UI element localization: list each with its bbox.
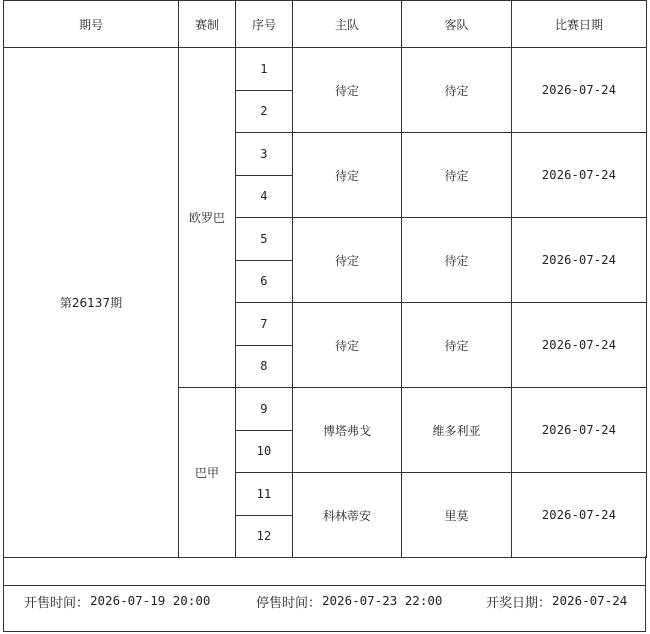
seq-cell: 5: [236, 218, 293, 261]
blank-spacer-row: [3, 556, 646, 586]
match-date-cell: 2026-07-24: [512, 473, 647, 558]
seq-cell: 7: [236, 303, 293, 346]
match-date-cell: 2026-07-24: [512, 388, 647, 473]
away-team-cell: 待定: [402, 133, 512, 218]
issue-cell: 第26137期: [4, 48, 179, 558]
sale-end-label: 停售时间：: [256, 596, 322, 611]
draw-date-value: 2026-07-24: [552, 593, 628, 608]
draw-date-label: 开奖日期：: [486, 596, 552, 611]
away-team-cell: 维多利亚: [402, 388, 512, 473]
seq-cell: 12: [236, 515, 293, 558]
sale-start-value: 2026-07-19 20:00: [90, 593, 211, 608]
match-date-cell: 2026-07-24: [512, 48, 647, 133]
home-team-cell: 待定: [293, 303, 402, 388]
seq-cell: 3: [236, 133, 293, 176]
match-date-cell: 2026-07-24: [512, 133, 647, 218]
match-date-cell: 2026-07-24: [512, 303, 647, 388]
home-team-cell: 博塔弗戈: [293, 388, 402, 473]
league-cell-brazil: 巴甲: [179, 388, 236, 558]
seq-cell: 4: [236, 175, 293, 218]
sale-end-value: 2026-07-23 22:00: [322, 593, 443, 608]
seq-cell: 10: [236, 430, 293, 473]
home-team-cell: 待定: [293, 218, 402, 303]
header-date: 比赛日期: [512, 1, 647, 48]
seq-cell: 2: [236, 90, 293, 133]
header-home: 主队: [293, 1, 402, 48]
home-team-cell: 科林蒂安: [293, 473, 402, 558]
sale-start-label: 开售时间：: [24, 596, 90, 611]
header-league: 赛制: [179, 1, 236, 48]
match-table: [3, 0, 647, 558]
table-row: [4, 48, 647, 91]
match-date-cell: 2026-07-24: [512, 218, 647, 303]
header-issue: 期号: [4, 1, 179, 48]
seq-cell: 9: [236, 388, 293, 431]
header-away: 客队: [402, 1, 512, 48]
home-team-cell: 待定: [293, 48, 402, 133]
away-team-cell: 待定: [402, 48, 512, 133]
seq-cell: 11: [236, 473, 293, 516]
table-header-row: [4, 1, 647, 48]
seq-cell: 8: [236, 345, 293, 388]
away-team-cell: 待定: [402, 218, 512, 303]
league-cell-europa: 欧罗巴: [179, 48, 236, 388]
home-team-cell: 待定: [293, 133, 402, 218]
seq-cell: 6: [236, 260, 293, 303]
away-team-cell: 待定: [402, 303, 512, 388]
header-seq: 序号: [236, 1, 293, 48]
seq-cell: 1: [236, 48, 293, 91]
away-team-cell: 里莫: [402, 473, 512, 558]
sale-info-footer: [3, 586, 646, 632]
